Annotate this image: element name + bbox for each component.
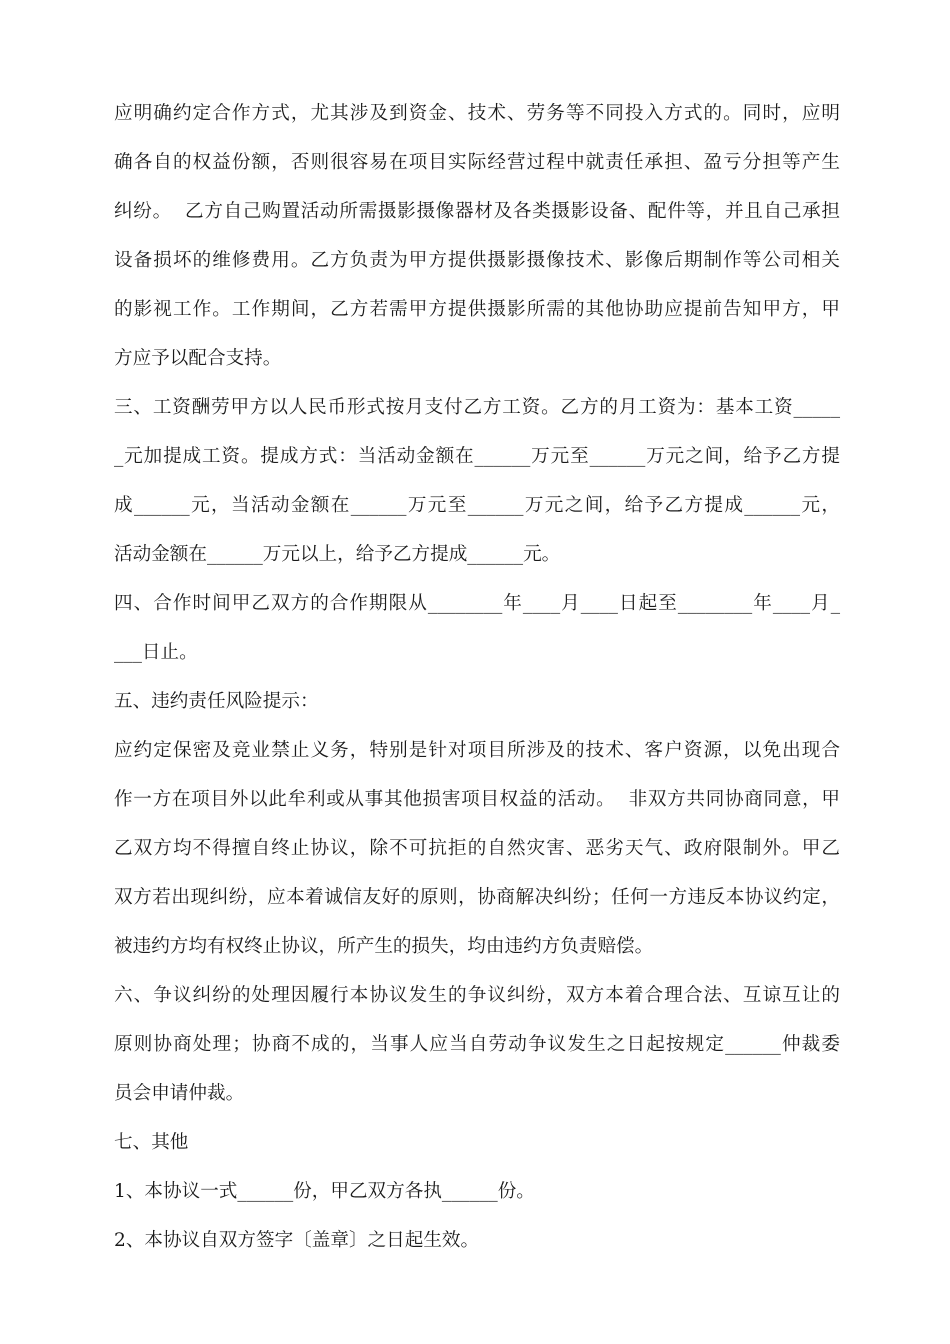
section-5-title	[114, 682, 840, 731]
section-3-salary	[114, 388, 840, 584]
text-line: 应约定保密及竞业禁止义务，特别是针对项目所涉及的技术、客户资源，以免出现合	[114, 740, 840, 761]
section-heading: 七、其他	[114, 1132, 189, 1153]
paragraph-investment-terms	[114, 94, 840, 388]
text-line: 设备损坏的维修费用。乙方负责为甲方提供摄影摄像技术、影像后期制作等公司相关	[114, 250, 840, 271]
text-line: 作一方在项目外以此牟利或从事其他损害项目权益的活动。 非双方共同协商同意，甲	[114, 789, 840, 810]
document-page	[114, 94, 840, 1270]
text-line: 确各自的权益份额，否则很容易在项目实际经营过程中就责任承担、盈亏分担等产生	[114, 152, 840, 173]
text-line: 乙双方均不得擅自终止协议，除不可抗拒的自然灾害、恶劣天气、政府限制外。甲乙	[114, 838, 840, 859]
text-line: 被违约方均有权终止协议，所产生的损失，均由违约方负责赔偿。	[114, 936, 654, 957]
text-line: ___日止。	[114, 642, 198, 663]
section-4-period	[114, 584, 840, 682]
list-item: 2、本协议自双方签字〔盖章〕之日起生效。	[114, 1230, 480, 1251]
text-line: 三、工资酬劳甲方以人民币形式按月支付乙方工资。乙方的月工资为：基本工资_____	[114, 397, 840, 418]
text-line: 活动金额在______万元以上，给予乙方提成______元。	[114, 544, 561, 565]
section-5-body	[114, 731, 840, 976]
section-6-dispute	[114, 976, 840, 1123]
section-heading: 五、违约责任风险提示：	[114, 691, 319, 712]
text-line: 应明确约定合作方式，尤其涉及到资金、技术、劳务等不同投入方式的。同时，应明	[114, 103, 840, 124]
text-line: 四、合作时间甲乙双方的合作期限从________年____月____日起至________年____月_	[114, 593, 840, 614]
text-line: 成______元，当活动金额在______万元至______万元之间，给予乙方提成______元，	[114, 495, 840, 516]
text-line: 员会申请仲裁。	[114, 1083, 245, 1104]
section-7-title	[114, 1123, 840, 1172]
text-line: 六、争议纠纷的处理因履行本协议发生的争议纠纷，双方本着合理合法、互谅互让的	[114, 985, 840, 1006]
section-7-item-2	[114, 1221, 840, 1270]
text-line: 的影视工作。工作期间，乙方若需甲方提供摄影所需的其他协助应提前告知甲方，甲	[114, 299, 840, 320]
text-line: 纠纷。 乙方自己购置活动所需摄影摄像器材及各类摄影设备、配件等，并且自己承担	[114, 201, 840, 222]
text-line: 方应予以配合支持。	[114, 348, 282, 369]
text-line: _元加提成工资。提成方式：当活动金额在______万元至______万元之间，给予乙方提	[114, 446, 840, 467]
list-item: 1、本协议一式______份，甲乙双方各执______份。	[114, 1181, 535, 1202]
section-7-item-1	[114, 1172, 840, 1221]
text-line: 双方若出现纠纷，应本着诚信友好的原则，协商解决纠纷；任何一方违反本协议约定，	[114, 887, 840, 908]
text-line: 原则协商处理；协商不成的，当事人应当自劳动争议发生之日起按规定______仲裁委	[114, 1034, 840, 1055]
